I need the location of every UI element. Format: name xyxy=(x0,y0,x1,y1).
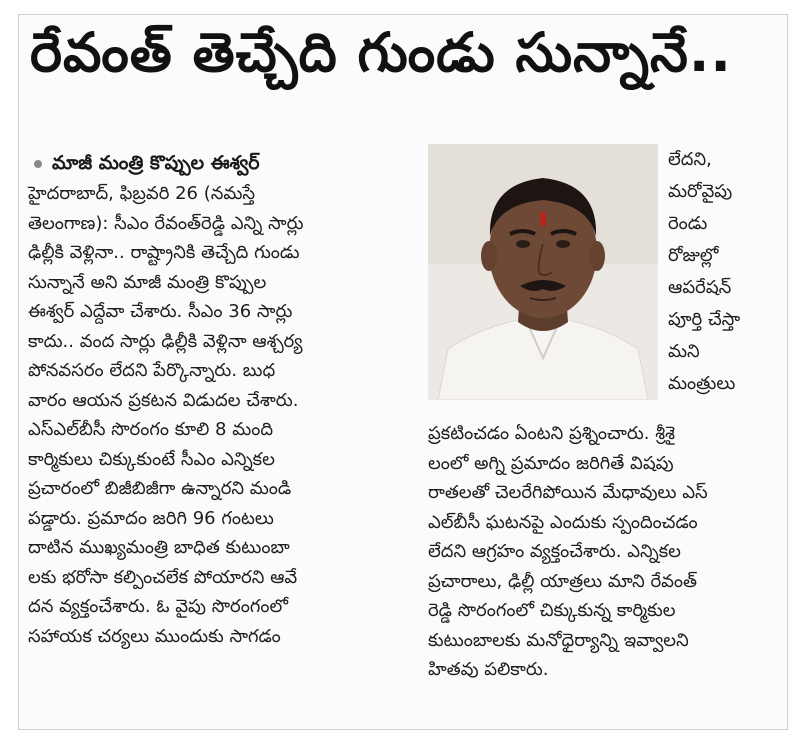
narrow-column xyxy=(668,144,778,400)
text-line: ఈశ్వర్ ఎద్దేవా చేశారు. సీఎం 36 సార్లు xyxy=(28,301,293,322)
text-line: సున్నానే అని మాజీ మంత్రి కొప్పుల xyxy=(28,271,267,293)
text-line: తెలంగాణ): సీఎం రేవంత్‌రెడ్డి ఎన్ని సార్లు xyxy=(28,212,304,234)
text-line: కాదు.. వంద సార్లు ఢిల్లీకి వెళ్లినా ఆశ్చర్య xyxy=(28,330,303,352)
text-line: లంలో అగ్ని ప్రమాదం జరిగితే విషపు xyxy=(428,452,674,474)
text-line: లకు భరోసా కల్పించలేక పోయారని ఆవే xyxy=(28,566,298,588)
text-line: పోనవసరం లేదని పేర్కొన్నారు. బుధ xyxy=(28,360,276,381)
text-line: లేదని, xyxy=(668,149,712,170)
text-line: రెడ్డి సొరంగంలో చిక్కుకున్న కార్మికుల xyxy=(428,600,676,621)
text-line: పడ్డారు. ప్రమాదం జరిగి 96 గంటలు xyxy=(28,507,274,529)
text-line: ప్రకటించడం ఏంటని ప్రశ్నించారు. శ్రీశై xyxy=(428,423,676,444)
headline: రేవంత్ తెచ్చేది గుండు సున్నానే.. xyxy=(30,21,732,84)
portrait-image xyxy=(428,144,658,400)
text-line: రాతలతో చెలరేగిపోయిన మేధావులు ఎస్ xyxy=(428,482,708,503)
text-line: ఢిల్లీకి వెళ్లినా.. రాష్ట్రానికి తెచ్చేది గుండు xyxy=(28,242,300,263)
text-line: హైదరాబాద్, ఫిబ్రవరి 26 (నమస్తే xyxy=(28,183,256,204)
text-line: ఎల్‌బీసీ ఘటనపై ఎందుకు స్పందించడం xyxy=(428,511,698,533)
text-line: పూర్తి చేస్తా xyxy=(668,309,741,330)
text-line: వారం ఆయన ప్రకటన విడుదల చేశారు. xyxy=(28,389,299,411)
bullet-dot-icon xyxy=(34,160,42,168)
text-line: ప్రచారాలు, ఢిల్లీ యాత్రలు మాని రేవంత్ xyxy=(428,570,698,592)
text-line: హితవు పలికారు. xyxy=(428,659,549,680)
text-line: లేదని ఆగ్రహం వ్యక్తంచేశారు. ఎన్నికల xyxy=(428,541,681,562)
text-line: ప్రచారంలో బిజీబిజీగా ఉన్నారని మండి xyxy=(28,478,292,499)
bottom-right-column xyxy=(428,419,778,685)
text-line: దాటిన ముఖ్యమంత్రి బాధిత కుటుంబా xyxy=(28,537,290,558)
left-column xyxy=(28,179,413,651)
text-line: రోజుల్లో xyxy=(668,245,719,266)
text-line: కార్మికులు చిక్కుకుంటే సీఎం ఎన్నికల xyxy=(28,448,275,470)
byline: మాజీ మంత్రి కొప్పుల ఈశ్వర్ xyxy=(52,152,260,174)
portrait-photo xyxy=(428,144,658,400)
text-line: ఆపరేషన్ xyxy=(668,277,732,298)
text-line: ఎస్‌ఎల్‌బీసీ సొరంగం కూలి 8 మంది xyxy=(28,419,274,440)
text-line: మని xyxy=(668,341,700,362)
text-line: దన వ్యక్తంచేశారు. ఓ వైపు సొరంగంలో xyxy=(28,596,288,617)
text-line: సహాయక చర్యలు ముందుకు సాగడం xyxy=(28,625,281,647)
text-line: మంత్రులు xyxy=(668,373,736,394)
text-line: రెండు xyxy=(668,213,708,234)
text-line: మరోవైపు xyxy=(668,181,733,202)
text-line: కుటుంబాలకు మనోధైర్యాన్ని ఇవ్వాలని xyxy=(428,629,689,651)
